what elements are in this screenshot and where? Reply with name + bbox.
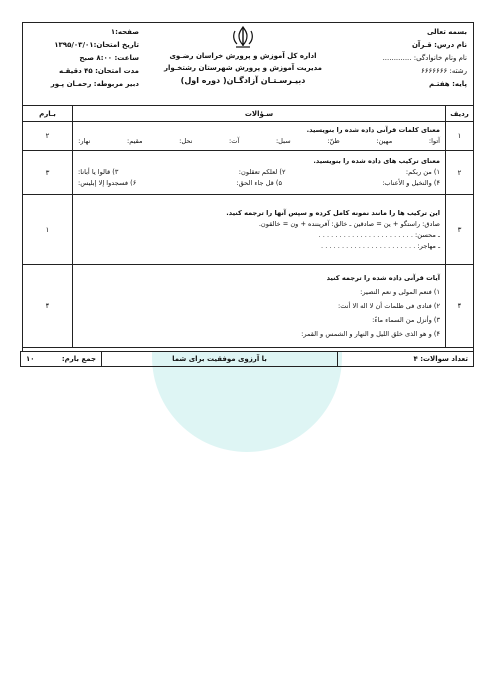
row-number: ۲ [446, 151, 474, 195]
exam-duration: مدت امتحان: ۴۵ دقیقـه [58, 67, 139, 75]
answer-line: ـ محسن: . . . . . . . . . . . . . . . . . . . . . . . [318, 230, 440, 239]
list-item: ۵) قل جاء الحق: [236, 179, 282, 187]
list-item: ۶) فسجدوا إلا إبلیس: [78, 179, 137, 187]
school-name: دبیـرسـتـان آزادگـان( دوره اول) [180, 76, 306, 85]
question-title: معنای کلمات قرآنی داده شده را بنویسید. [306, 126, 440, 134]
item-row [78, 167, 440, 178]
table-row [23, 151, 474, 195]
questions-table [22, 105, 474, 348]
answer-line: ـ مهاجر: . . . . . . . . . . . . . . . . . . . . . . . [321, 241, 440, 250]
list-item: ۲) لعلکم تعقلون: [238, 168, 286, 176]
row-score: ۲ [23, 122, 73, 151]
question-cell [73, 122, 446, 151]
list-item: ۱) من ربکم: [405, 168, 440, 176]
student-name-field: نام ونام خانوادگی: ............. [382, 54, 467, 62]
exam-time: ساعت: ۸:۰۰ صبح [79, 54, 139, 62]
teacher-name: دبیر مربوطه: رحمـان پـور [50, 80, 139, 88]
word-item: مقیم: [127, 137, 143, 145]
row-number: ۴ [446, 265, 474, 348]
question-title: آیات قرآنی داده شده را ترجمه کنید [326, 273, 440, 282]
word-item: مهین: [376, 137, 393, 145]
emblem-icon [230, 26, 256, 48]
word-item: نحل: [179, 137, 193, 145]
row-number: ۳ [446, 195, 474, 265]
exam-sheet [22, 22, 474, 367]
office-line-1: اداره کل آموزش و پرورش خراسان رضـوی [169, 52, 317, 60]
item-row [78, 178, 440, 189]
row-score: ۱ [23, 195, 73, 265]
exam-footer [20, 351, 474, 367]
question-title: معنای ترکیب های داده شده را بنویسید. [313, 157, 440, 165]
table-header-row [23, 106, 474, 122]
question-title: این ترکیب ها را مانند نمونه کامل کرده و سپس آنها را ترجمه کنید. [226, 208, 440, 217]
question-cell [73, 151, 446, 195]
table-row [23, 265, 474, 348]
bismillah: بسمه تعالی [426, 28, 467, 36]
field-of-study: رشته: ۶۶۶۶۶۶۶ [420, 67, 467, 75]
table-row [23, 122, 474, 151]
word-item: ظنّ: [327, 137, 340, 145]
word-item: نهار: [78, 137, 91, 145]
list-item: ۱) فنعم المولی و نعم النصیر: [360, 287, 440, 296]
total-score: جمع بارم: ۱۰ [26, 355, 96, 363]
list-item: ۴) و هو الذی خلق اللیل و النهار و الشمس و القمر: [301, 329, 440, 338]
col-questions-header: سـؤالات [73, 106, 446, 122]
list-item: ۳) وأنزل من السماء ماءً: [372, 315, 440, 324]
watermark [152, 352, 342, 452]
header-right [347, 26, 467, 91]
question-count: تعداد سوالات: ۴ [413, 355, 468, 363]
col-row-header: ردیف [446, 106, 474, 122]
row-score: ۴ [23, 265, 73, 348]
word-list [78, 136, 440, 147]
table-row [23, 195, 474, 265]
subject-field: نام درس: قـرآن [411, 41, 467, 49]
list-item: ۳) قالوا یا أبانا: [78, 168, 119, 176]
exam-header [22, 22, 474, 105]
grade-field: پایه: هفتـم [429, 80, 467, 88]
word-item: آت: [229, 137, 240, 145]
exam-date: تاریخ امتحان:۱۳۹۵/۰۳/۰۱ [54, 41, 139, 49]
question-cell [73, 265, 446, 348]
row-number: ۱ [446, 122, 474, 151]
word-item: آتوا: [428, 137, 440, 145]
row-score: ۳ [23, 151, 73, 195]
list-item: ۴) والنخیل و الأعناب: [382, 179, 440, 187]
header-left [29, 26, 139, 91]
header-center [143, 26, 343, 85]
good-luck-text: با آرزوی موفقیت برای شما [101, 352, 338, 366]
question-cell [73, 195, 446, 265]
page-number: صفحه:۱ [110, 28, 139, 36]
col-score-header: بـارم [23, 106, 73, 122]
list-item: ۲) فنادی فی ظلمات أن لا اله الا أنت: [337, 301, 440, 310]
office-line-2: مدیریت آموزش و پرورش شهرستان رشتخـوار [164, 64, 322, 72]
word-item: سبل: [275, 137, 291, 145]
example-line: صادق: راستگو + ین = صادقین ـ خالق: آفریننده + ون = خالقون. [258, 219, 440, 228]
